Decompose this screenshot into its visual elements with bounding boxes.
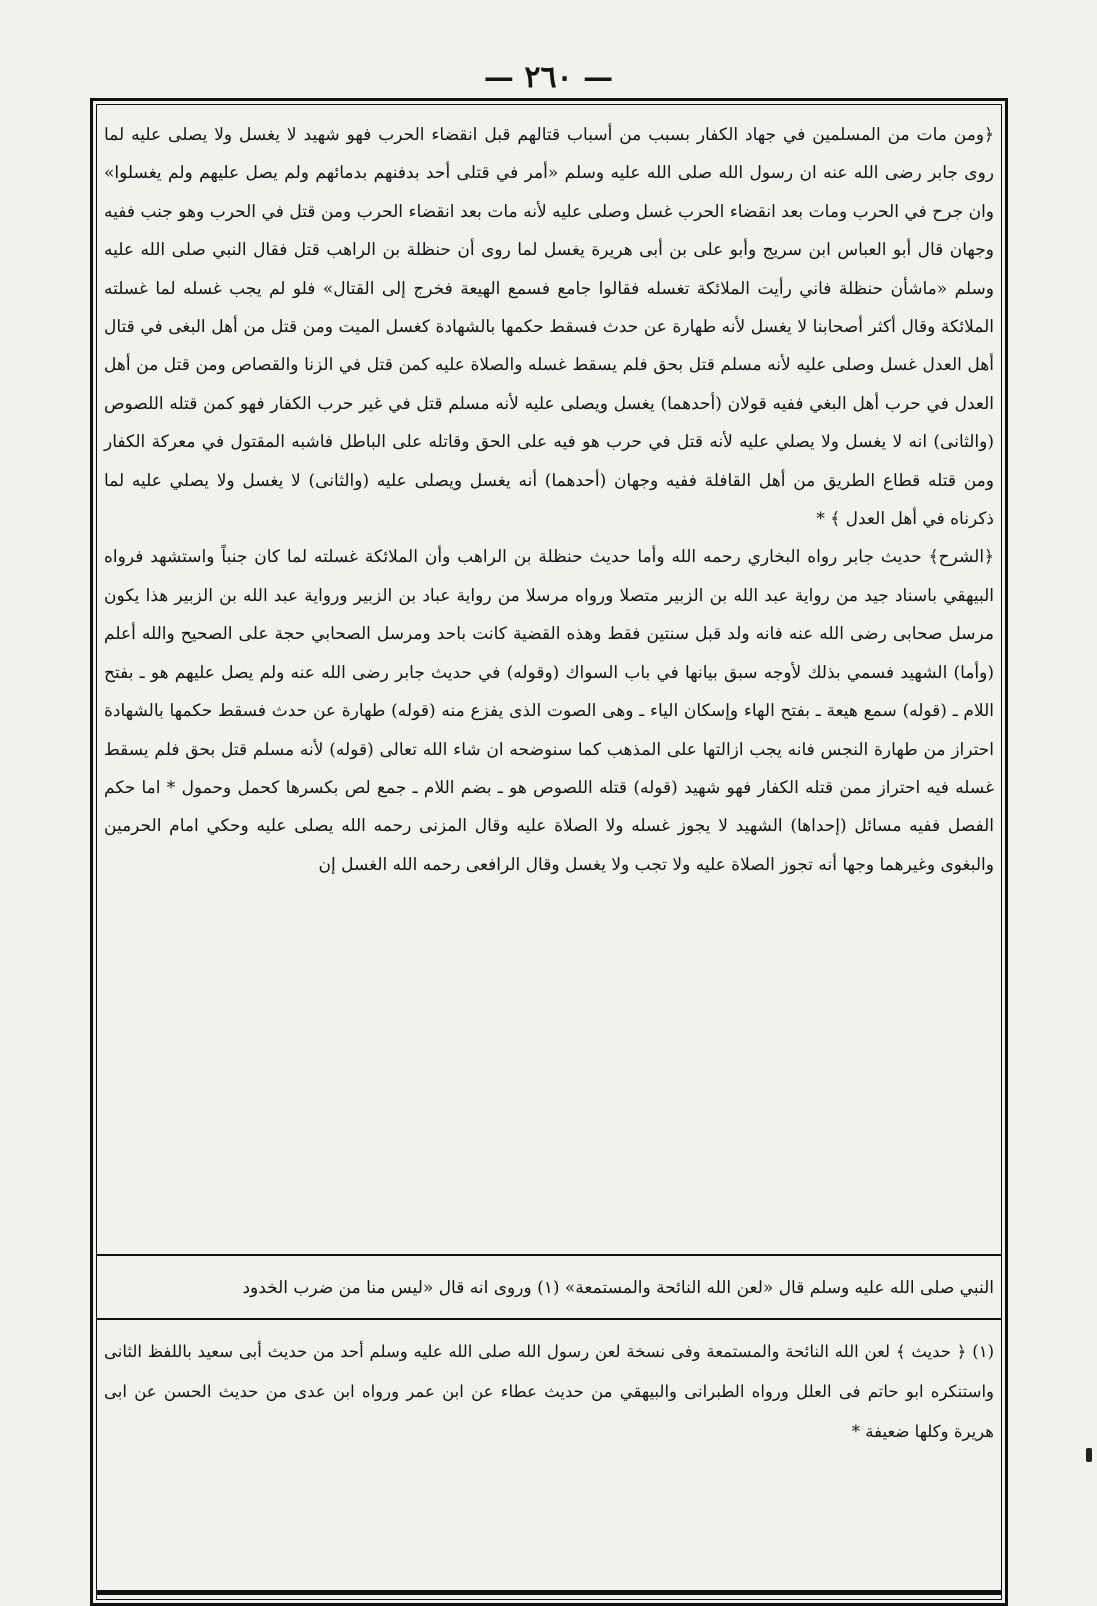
matn-paragraph: ﴿ومن مات من المسلمين في جهاد الكفار بسبب من أسباب قتالهم قبل انقضاء الحرب فهو شهيد لا يغسل ولا يصلى عليه لما روى جابر رضى الله عنه ان رسول الله صلى الله عليه وسلم «أمر في قتلى أحد بدفنهم بدمائهم ولم يصل عليهم ولم يغسلوا» وان جرح في الحرب ومات بعد انقضاء الحرب غسل وصلى عليه لأنه مات بعد انقضاء الحرب ومن قتل في الحرب وهو جنب ففيه وجهان قال أبو العباس ابن سريج وأبو على بن أبى هريرة يغسل لما روى أن حنظلة بن الراهب قتل فقال النبي صلى الله عليه وسلم «ماشأن حنظلة فاني رأيت الملائكة تغسله فقالوا جامع فسمع الهيعة فخرج إلى القتال» فلو لم يجب غسله لما غسلته الملائكة وقال أكثر أصحابنا لا يغسل لأنه طهارة عن حدث فسقط حكمها بالشهادة كغسل الميت ومن قتل من أهل البغى في قتال أهل العدل غسل وصلى عليه لأنه مسلم قتل بحق فلم يسقط غسله والصلاة عليه كمن قتل في الزنا والقصاص ومن قتل من أهل العدل في حرب أهل البغي ففيه قولان (أحدهما) يغسل ويصلى عليه لأنه مسلم قتل في غير حرب الكفار فهو كمن قتله اللصوص (والثانى) انه لا يغسل ولا يصلي عليه لأنه قتل في حرب هو فيه على الحق وقاتله على الباطل فاشبه المقتول في معركة الكفار ومن قتله قطاع الطريق من أهل القافلة ففيه وجهان (أحدهما) أنه يغسل ويصلى عليه (والثانى) لا يغسل ولا يصلي عليه لما ذكرناه في أهل العدل ﴾ * (104, 125, 994, 530)
footnote-text: (١) ﴿ حديث ﴾ لعن الله النائحة والمستمعة وفى نسخة لعن رسول الله صلى الله عليه وسلم أحد من حديث أبى سعيد باللفظ الثانى واستنكره ابو حاتم فى العلل ورواه الطبرانى والبيهقي من حديث عطاء عن ابن عمر ورواه ابن عدى من حديث الحسن عن ابى هريرة وكلها ضعيفة * (104, 1342, 994, 1441)
continuation-line: النبي صلى الله عليه وسلم قال «لعن الله النائحة والمستمعة» (١) وروى انه قال «ليس منا من ضرب الخدود (242, 1278, 994, 1298)
footnote-divider-rule (97, 1318, 1001, 1320)
sharh-paragraph: ﴿الشرح﴾ حديث جابر رواه البخاري رحمه الله وأما حديث حنظلة بن الراهب وأن الملائكة غسلته لما كان جنباً واستشهد فرواه البيهقي باسناد جيد من رواية عبد الله بن الزبير متصلا ورواه مرسلا من رواية عباد بن الزبير ورواية عبد الله بن الزبير هذا يكون مرسل صحابى رضى الله عنه فانه ولد قبل سنتين فقط وهذه القضية كانت باحد ومرسل الصحابي حجة على الصحيح والله أعلم (وأما) الشهيد فسمي بذلك لأوجه سبق بيانها في باب السواك (وقوله) في حديث جابر رضى الله عنه ولم يصل عليهم هو ـ بفتح اللام ـ (قوله) سمع هيعة ـ بفتح الهاء وإسكان الياء ـ وهى الصوت الذى يفزع منه (قوله) طهارة عن حدث فسقط حكمها بالشهادة احتراز من طهارة النجس فانه يجب ازالتها على المذهب كما سنوضحه ان شاء الله تعالى (قوله) لأنه مسلم قتل بحق فلم يسقط غسله فيه احتراز ممن قتله الكفار فهو شهيد (قوله) قتله اللصوص هو ـ بضم اللام ـ جمع لص بكسرها كحمل وحمول * اما حكم الفصل ففيه مسائل (إحداها) الشهيد لا يجوز غسله ولا الصلاة عليه وقال المزنى رحمه الله يصلى عليه وحكي امام الحرمين والبغوى وغيرهما وجها أنه تجوز الصلاة عليه ولا تجب ولا يغسل وقال الرافعى رحمه الله الغسل إن (104, 547, 994, 875)
main-text-block (104, 116, 994, 884)
divider-rule (97, 1254, 1001, 1256)
page-number: — ٢٦٠ — (483, 60, 614, 95)
margin-mark (1086, 1448, 1092, 1462)
frame-bottom-bar (96, 1590, 1002, 1595)
footnote-block (104, 1332, 994, 1452)
